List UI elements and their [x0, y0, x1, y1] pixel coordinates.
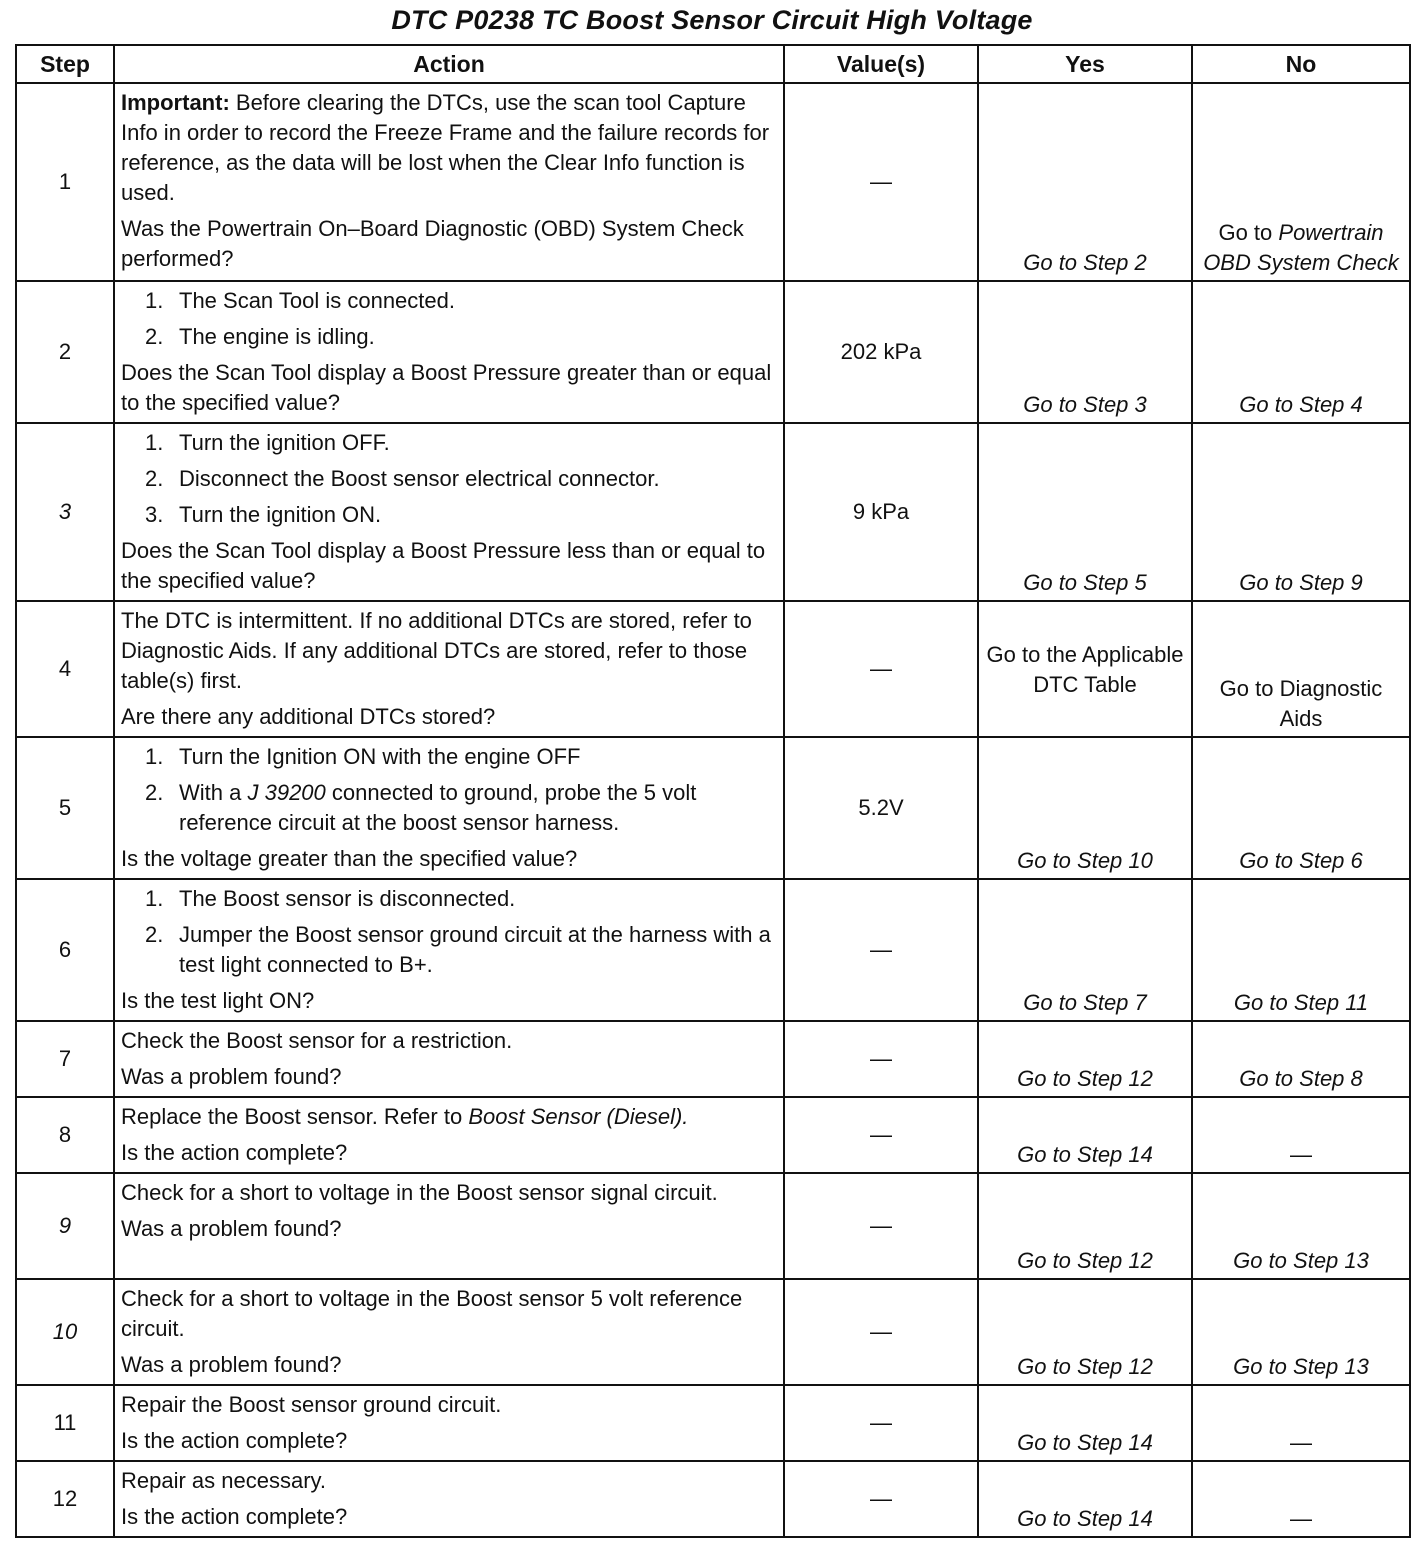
no-result: [1192, 83, 1410, 281]
table-row: [16, 1173, 1410, 1279]
step-number: 12: [16, 1461, 114, 1537]
yes-result: Go to Step 3: [978, 281, 1192, 423]
action-question: Does the Scan Tool display a Boost Pressure less than or equal to the specified value?: [121, 538, 766, 593]
action-cell: [114, 1279, 784, 1385]
table-row: [16, 1279, 1410, 1385]
procedure-reference: Boost Sensor (Diesel).: [468, 1104, 689, 1129]
action-cell: [114, 1021, 784, 1097]
tool-reference: J 39200: [247, 780, 326, 805]
table-row: [16, 737, 1410, 879]
yes-result: Go to Step 2: [978, 83, 1192, 281]
header-no: No: [1192, 45, 1410, 83]
important-label: Important:: [121, 90, 230, 115]
yes-result: Go to Step 7: [978, 879, 1192, 1021]
action-question: Is the action complete?: [121, 1428, 348, 1453]
action-item: 3. Turn the ignition ON.: [145, 502, 382, 527]
table-row: [16, 601, 1410, 737]
action-question: Was a problem found?: [121, 1064, 342, 1089]
step-number: 3: [16, 423, 114, 601]
action-cell: [114, 281, 784, 423]
action-cell: [114, 601, 784, 737]
header-action: Action: [114, 45, 784, 83]
action-text: Repair the Boost sensor ground circuit.: [121, 1392, 502, 1417]
action-text: Repair as necessary.: [121, 1468, 327, 1493]
action-cell: [114, 83, 784, 281]
value-cell: —: [784, 1097, 978, 1173]
table-row: [16, 83, 1410, 281]
value-cell: —: [784, 83, 978, 281]
no-result-link: Powertrain OBD System Check: [1203, 220, 1399, 275]
table-row: [16, 1385, 1410, 1461]
no-result: Go to Step 6: [1192, 737, 1410, 879]
yes-result: Go to Step 12: [978, 1173, 1192, 1279]
step-number: 11: [16, 1385, 114, 1461]
yes-result: Go to the Applicable DTC Table: [978, 601, 1192, 737]
yes-result: Go to Step 10: [978, 737, 1192, 879]
yes-result: Go to Step 12: [978, 1279, 1192, 1385]
value-cell: —: [784, 601, 978, 737]
header-value: Value(s): [784, 45, 978, 83]
value-cell: —: [784, 1461, 978, 1537]
table-row: [16, 1021, 1410, 1097]
action-cell: [114, 1173, 784, 1279]
action-item: 2. Disconnect the Boost sensor electrical connector.: [145, 466, 660, 491]
value-cell: 202 kPa: [784, 281, 978, 423]
important-text: Before clearing the DTCs, use the scan tool Capture Info in order to record the Freeze Frame and the failure records for reference, as the data will be lost when the Clear Info function is used.: [121, 90, 770, 205]
action-question: Does the Scan Tool display a Boost Pressure greater than or equal to the specified value?: [121, 360, 772, 415]
action-item: 1. The Scan Tool is connected.: [145, 288, 455, 313]
yes-result: Go to Step 14: [978, 1097, 1192, 1173]
action-item: 1. The Boost sensor is disconnected.: [145, 886, 516, 911]
no-result: Go to Step 8: [1192, 1021, 1410, 1097]
step-number: 4: [16, 601, 114, 737]
no-result-prefix: Go to: [1218, 220, 1273, 245]
action-text: Check for a short to voltage in the Boost sensor 5 volt reference circuit.: [121, 1286, 743, 1341]
action-item: 1. Turn the Ignition ON with the engine OFF: [145, 744, 581, 769]
action-text: Replace the Boost sensor. Refer to Boost Sensor (Diesel).: [121, 1104, 689, 1129]
header-row: [16, 45, 1410, 83]
action-question: Is the voltage greater than the specified value?: [121, 846, 578, 871]
action-question: Was the Powertrain On–Board Diagnostic (OBD) System Check performed?: [121, 216, 744, 271]
step-number: 7: [16, 1021, 114, 1097]
action-cell: [114, 423, 784, 601]
value-cell: 5.2V: [784, 737, 978, 879]
page-title: DTC P0238 TC Boost Sensor Circuit High Voltage: [391, 5, 1033, 35]
no-result: —: [1192, 1461, 1410, 1537]
no-result: Go to Step 13: [1192, 1173, 1410, 1279]
action-text: The DTC is intermittent. If no additional DTCs are stored, refer to Diagnostic Aids. If any additional DTCs are stored, refer to those table(s) first.: [121, 608, 752, 693]
step-number: 2: [16, 281, 114, 423]
no-result: Go to Diagnostic Aids: [1192, 601, 1410, 737]
action-cell: [114, 879, 784, 1021]
table-row: [16, 879, 1410, 1021]
value-cell: —: [784, 1021, 978, 1097]
action-question: Is the action complete?: [121, 1140, 348, 1165]
table-row: [16, 423, 1410, 601]
no-result: —: [1192, 1097, 1410, 1173]
diagnostic-table: [15, 44, 1411, 1538]
action-cell: [114, 1461, 784, 1537]
action-question: Is the action complete?: [121, 1504, 348, 1529]
table-row: [16, 1097, 1410, 1173]
action-cell: [114, 737, 784, 879]
step-number: 6: [16, 879, 114, 1021]
action-item: 2. With a J 39200 connected to ground, probe the 5 volt reference circuit at the boost sensor harness.: [145, 780, 697, 835]
step-number: 10: [16, 1279, 114, 1385]
no-result: Go to Step 13: [1192, 1279, 1410, 1385]
value-cell: —: [784, 879, 978, 1021]
table-row: [16, 281, 1410, 423]
yes-result: Go to Step 14: [978, 1461, 1192, 1537]
header-yes: Yes: [978, 45, 1192, 83]
action-question: Are there any additional DTCs stored?: [121, 704, 496, 729]
no-result: Go to Step 11: [1192, 879, 1410, 1021]
step-number: 5: [16, 737, 114, 879]
yes-result: Go to Step 5: [978, 423, 1192, 601]
yes-result: Go to Step 12: [978, 1021, 1192, 1097]
yes-result: Go to Step 14: [978, 1385, 1192, 1461]
value-cell: —: [784, 1385, 978, 1461]
action-question: Was a problem found?: [121, 1352, 342, 1377]
important-note: [121, 88, 777, 208]
no-result: Go to Step 9: [1192, 423, 1410, 601]
action-question: Was a problem found?: [121, 1216, 342, 1241]
step-number: 1: [16, 83, 114, 281]
no-result: —: [1192, 1385, 1410, 1461]
step-number: 8: [16, 1097, 114, 1173]
value-cell: 9 kPa: [784, 423, 978, 601]
action-text: Check for a short to voltage in the Boost sensor signal circuit.: [121, 1180, 718, 1205]
action-cell: [114, 1385, 784, 1461]
header-step: Step: [16, 45, 114, 83]
value-cell: —: [784, 1173, 978, 1279]
action-text: Check the Boost sensor for a restriction.: [121, 1028, 513, 1053]
value-cell: —: [784, 1279, 978, 1385]
action-item: 2. Jumper the Boost sensor ground circuit at the harness with a test light connected to B+.: [145, 922, 771, 977]
action-question: Is the test light ON?: [121, 988, 315, 1013]
table-row: [16, 1461, 1410, 1537]
step-number: 9: [16, 1173, 114, 1279]
action-item: 2. The engine is idling.: [145, 324, 375, 349]
action-cell: [114, 1097, 784, 1173]
no-result: Go to Step 4: [1192, 281, 1410, 423]
action-item: 1. Turn the ignition OFF.: [145, 430, 390, 455]
